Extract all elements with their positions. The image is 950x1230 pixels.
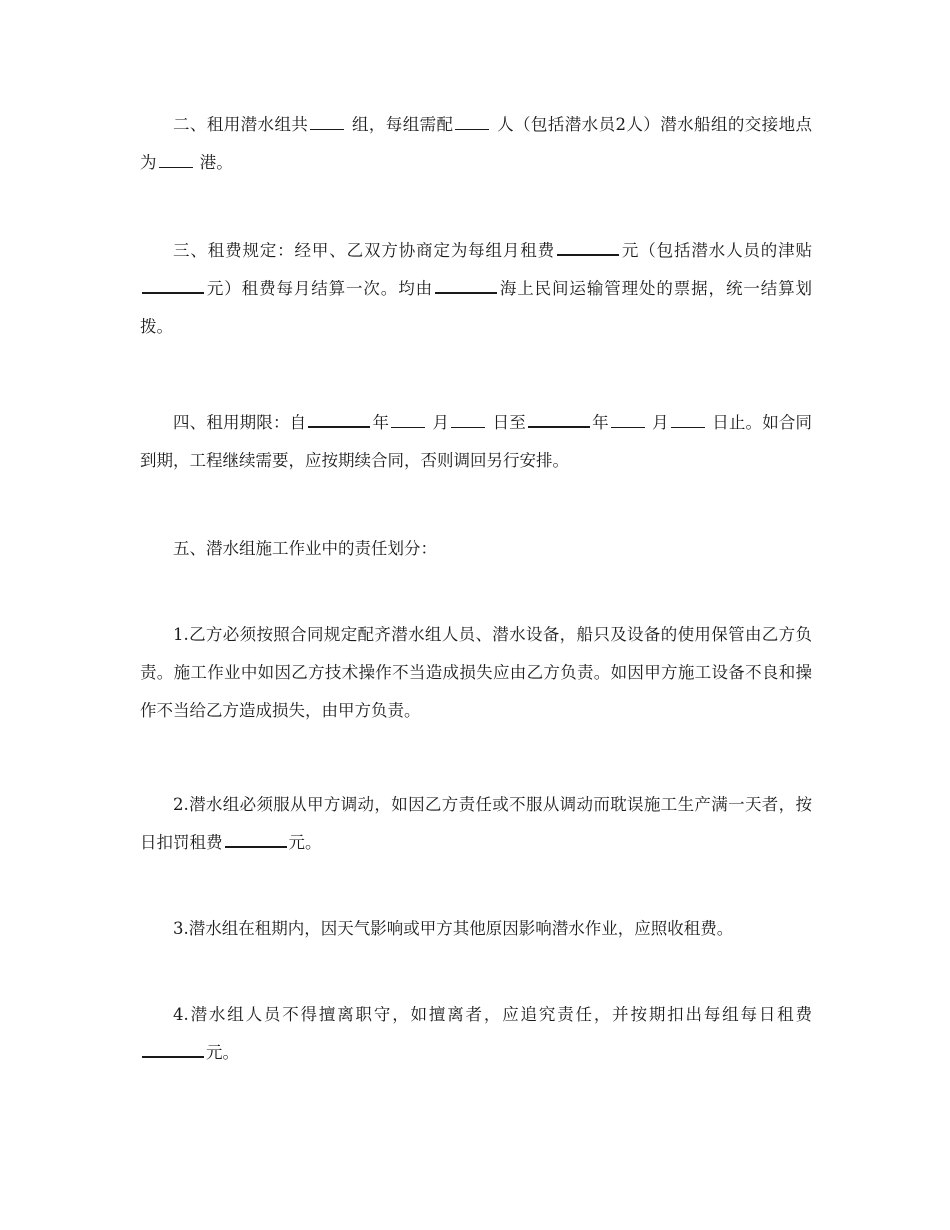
- clause-text: 元。: [288, 833, 322, 852]
- clause-4-rental-period: [140, 404, 812, 480]
- clause-text: 人（包括潜水员2人）潜水船组的交接地点为: [140, 115, 813, 172]
- blank-end-month[interactable]: [611, 413, 645, 428]
- blank-start-year[interactable]: [308, 412, 370, 428]
- clause-text: 海上民间运输管理处的票据，统一结算划拨。: [140, 279, 812, 336]
- blank-persons-per-group[interactable]: [455, 115, 489, 130]
- clause-text: 1.乙方必须按照合同规定配齐潜水组人员、潜水设备，船只及设备的使用保管由乙方负责。施工作业中如因乙方技术操作不当造成损失应由乙方负责。如因甲方施工设备不良和操作不当给乙方造成损失，由甲方负责。: [140, 625, 812, 720]
- clause-text: 五、潜水组施工作业中的责任划分：: [173, 539, 437, 558]
- clause-text: 组，每组需配: [346, 115, 454, 134]
- blank-end-day[interactable]: [671, 413, 705, 428]
- blank-monthly-fee[interactable]: [557, 240, 619, 256]
- blank-start-day[interactable]: [451, 413, 485, 428]
- clause-text: 2.潜水组必须服从甲方调动，如因乙方责任或不服从调动而耽误施工生产满一天者，按日扣罚租费: [140, 795, 812, 852]
- blank-start-month[interactable]: [391, 413, 425, 428]
- clause-3-rental-fee: [140, 232, 812, 346]
- clause-text: 年: [372, 413, 390, 432]
- clause-text: 元（包括潜水人员的津贴: [621, 241, 813, 260]
- clause-text: 元。: [206, 1043, 239, 1062]
- clause-text: 日至: [487, 413, 526, 432]
- clause-text: 二、租用潜水组共: [173, 115, 309, 134]
- blank-end-year[interactable]: [528, 412, 590, 428]
- blank-daily-deduction[interactable]: [142, 1042, 204, 1058]
- clause-text: 3.潜水组在租期内，因天气影响或甲方其他原因影响潜水作业，应照收租费。: [173, 919, 734, 938]
- clause-text: 月: [646, 413, 669, 432]
- blank-daily-penalty[interactable]: [225, 832, 287, 848]
- clause-text: 三、租费规定：经甲、乙双方协商定为每组月租费: [173, 241, 555, 260]
- blank-group-count[interactable]: [310, 115, 344, 130]
- clause-text: 4.潜水组人员不得擅离职守，如擅离者，应追究责任，并按期扣出每组每日租费: [173, 1005, 812, 1024]
- clause-text: 四、租用期限：自: [173, 413, 307, 432]
- blank-allowance[interactable]: [142, 278, 204, 294]
- clause-5-item-2: [140, 786, 812, 862]
- clause-5-item-1: [140, 616, 812, 730]
- clause-5-item-4: [140, 996, 812, 1072]
- clause-text: 年: [591, 413, 609, 432]
- clause-2-diving-groups: [140, 106, 812, 182]
- clause-text: 元）租费每月结算一次。均由: [206, 279, 433, 298]
- blank-port-name[interactable]: [159, 153, 193, 168]
- clause-5-item-3: [140, 910, 812, 948]
- clause-text: 日止。如合同到期，工程继续需要，应按期续合同，否则调回另行安排。: [140, 413, 813, 470]
- clause-5-heading: [140, 530, 812, 568]
- clause-text: 港。: [194, 153, 233, 172]
- blank-admin-office[interactable]: [435, 278, 497, 294]
- clause-text: 月: [427, 413, 450, 432]
